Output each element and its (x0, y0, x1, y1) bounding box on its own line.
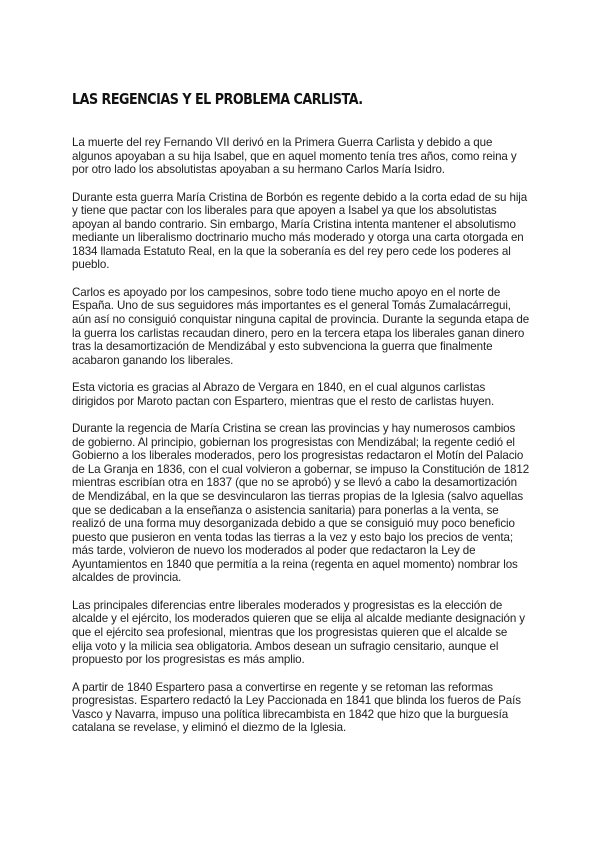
paragraph-1: La muerte del rey Fernando VII derivó en la Primera Guerra Carlista y debido a que algunos apoyaban a su hija Isabel, que en aquel momento tenía tres años, como reina y por otro lado los absolutistas apoyaban a su hermano Carlos María Isidro. (72, 136, 517, 177)
document-title: LAS REGENCIAS Y EL PROBLEMA CARLISTA. (72, 90, 363, 108)
paragraph-3: Carlos es apoyado por los campesinos, sobre todo tiene mucho apoyo en el norte de España. Uno de sus seguidores más importantes es el general Tomás Zumalacárregui, aún así no consiguió conquistar ninguna capital de provincia. Durante la segunda etapa de la guerra los carlistas recaudan dinero, pero en la tercera etapa los liberales ganan dinero tras la desamortización de Mendizábal y esto subvenciona la guerra que finalmente acabaron ganando los liberales. (72, 285, 530, 367)
document-body (72, 136, 530, 749)
paragraph-6: Las principales diferencias entre liberales moderados y progresistas es la elección de alcalde y el ejército, los moderados quieren que se elija al alcalde mediante designación y que el ejército sea profesional, mientras que los progresistas quieren que el alcalde se elija voto y la milicia sea obligatoria. Ambos desean un sufragio censitario, aunque el propuesto por los progresistas es más amplio. (72, 598, 525, 667)
paragraph-5: Durante la regencia de María Cristina se crean las provincias y hay numerosos cambios de gobierno. Al principio, gobiernan los progresistas con Mendizábal; la regente cedió el Gobierno a los liberales moderados, pero los progresistas redactaron el Motín del Palacio de La Granja en 1836, con el cual volvieron a gobernar, se impuso la Constitución de 1812 mientras escribían otra en 1837 (que no se aprobó) y se llevó a cabo la desamortización de Mendizábal, en la que se desvincularon las tierras propias de la Iglesia (salvo aquellas que se dedicaban a la enseñanza o asistencia sanitaria) para ponerlas a la venta, se realizó de una forma muy desorganizada debido a que se consiguió muy poco beneficio puesto que pusieron en venta todas las tierras a la vez y esto bajo los precios de venta; más tarde, volvieron de nuevo los moderados al poder que redactaron la Ley de Ayuntamientos en 1840 que permitía a la reina (regenta en aquel momento) nombrar los alcaldes de provincia. (72, 422, 530, 585)
paragraph-7: A partir de 1840 Espartero pasa a convertirse en regente y se retoman las reformas progresistas. Espartero redactó la Ley Paccionada en 1841 que blinda los fueros de País Vasco y Navarra, impuso una política librecambista en 1842 que hizo que la burguesía catalana se revelase, y eliminó el diezmo de la Iglesia. (72, 680, 521, 735)
paragraph-2: Durante esta guerra María Cristina de Borbón es regente debido a la corta edad de su hija y tiene que pactar con los liberales para que apoyen a Isabel ya que los absolutistas apoyan al bando contrario. Sin embargo, María Cristina intenta mantener el absolutismo mediante un liberalismo doctrinario mucho más moderado y otorga una carta otorgada en 1834 llamada Estatuto Real, en la que la soberanía es del rey pero cede los poderes al pueblo. (72, 190, 528, 272)
paragraph-4: Esta victoria es gracias al Abrazo de Vergara en 1840, en el cual algunos carlistas dirigidos por Maroto pactan con Espartero, mientras que el resto de carlistas huyen. (72, 381, 495, 408)
